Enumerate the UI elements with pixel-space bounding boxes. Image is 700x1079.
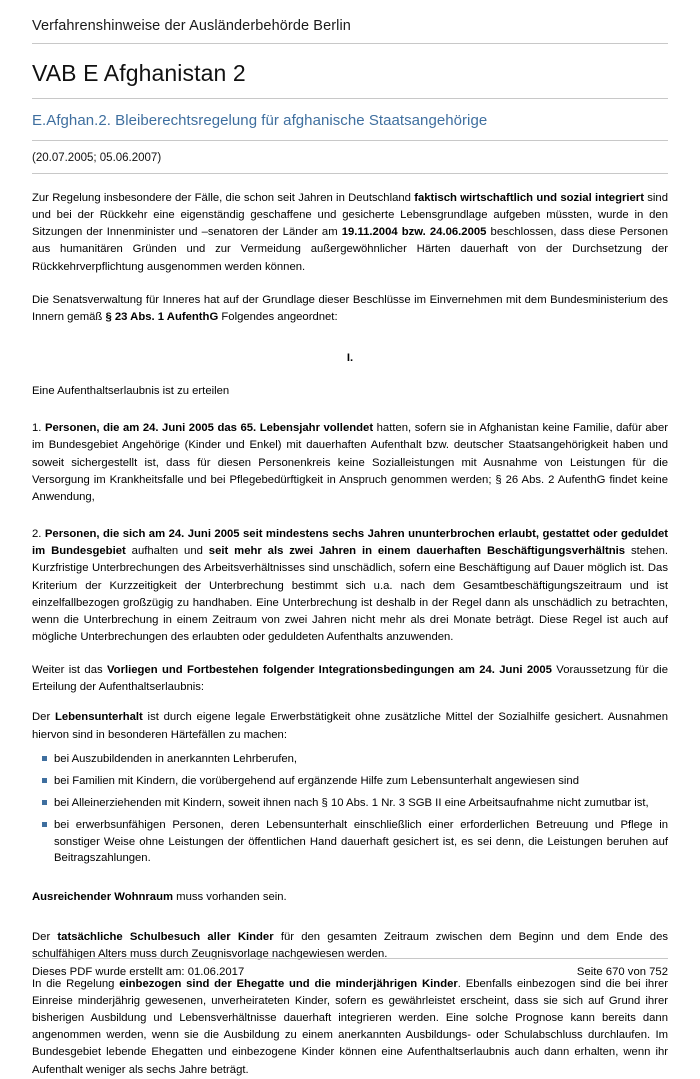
list-item-number: 1. [32, 422, 42, 435]
lead-line: Eine Aufenthaltserlaubnis ist zu erteilen [32, 385, 230, 398]
family-text-2: . Ebenfalls einbezogen sind die bei ihrer Einreise minderjährig gewesenen, unverheirateten Kinder, sofern es gewährleistet erscheint, dass sie sich auf Grund ihrer bisherigen Ausbildung und Lebensverhältnisse dauerhaft integrieren werden. Eine solche Prognose kann bereits dann angenommen werden, wenn sie die Ausbildung zu einem anerkannten Ausbildungs- oder Schulabschluss durchlaufen. Im Bundesgebiet lebende Ehegatten und einbezogene Kinder können eine Aufenthaltserlaubnis auch dann erhalten, wenn ihr Aufenthalt weniger als sechs Jahre beträgt. [32, 977, 668, 1076]
law-reference: § 23 Abs. 1 AufenthG [105, 310, 219, 323]
list-item-label: bei Familien mit Kindern, die vorübergehend auf ergänzende Hilfe zum Lebensunterhalt angewiesen sind [54, 774, 580, 787]
integration-text-1: Weiter ist das [32, 664, 107, 677]
list-item-bold: Personen, die am 24. Juni 2005 das 65. Lebensjahr vollendet [44, 422, 374, 435]
intro-bold-1: faktisch wirtschaftlich und sozial integriert [414, 192, 644, 204]
intro-paragraph [32, 190, 668, 276]
integration-bold: Vorliegen und Fortbestehen folgender Integrationsbedingungen am 24. Juni 2005 [106, 664, 552, 677]
livelihood-text-2: ist durch eigene legale Erwerbstätigkeit ohne zusätzliche Mittel der Sozialhilfe gesichert. Ausnahmen hiervon sind in besonderen Härtefällen zu machen: [32, 711, 668, 741]
intro-text-2: sind und bei der Rückkehr eine eigenständig geschaffene und gesicherte Lebensgrundlage aufgeben müssten, wurde in den Sitzungen der Innenminister und –senatoren der Länder am [32, 192, 668, 239]
section-roman-numeral: I. [346, 352, 354, 365]
list-item-label: bei Auszubildenden in anerkannten Lehrberufen, [54, 752, 298, 765]
hardship-exceptions-list [32, 751, 668, 868]
integration-conditions-paragraph [32, 662, 668, 696]
senate-text-2: Folgendes angeordnet: [218, 310, 338, 323]
housing-bold: Ausreichender Wohnraum [32, 891, 174, 904]
list-item [32, 817, 668, 868]
family-bold: einbezogen sind der Ehegatte und die minderjährigen Kinder [119, 977, 458, 990]
list-item [32, 773, 668, 790]
intro-text-3: beschlossen, dass diese Personen aus humanitären Gründen und zur Vermeidung außergewöhnlicher Härten dauerhaft von der Durchsetzung der Rückkehrverpflichtung ausgenommen werden können. [32, 226, 668, 273]
school-bold: tatsächliche Schulbesuch aller Kinder [57, 930, 274, 943]
square-bullet-icon [42, 756, 47, 761]
intro-text-1: Zur Regelung insbesondere der Fälle, die schon seit Jahren in Deutschland [32, 192, 415, 204]
list-item [32, 795, 668, 812]
page-title: VAB E Afghanistan 2 [32, 44, 668, 99]
list-item [32, 751, 668, 768]
list-item [32, 420, 668, 506]
family-text-1: In die Regelung [32, 977, 120, 990]
livelihood-bold: Lebensunterhalt [54, 711, 143, 724]
livelihood-paragraph [32, 709, 668, 743]
list-item-text: hatten, sofern sie in Afghanistan keine Familie, dafür aber im Bundesgebiet Angehörige (Kinder und Enkel) mit dauerhaften Aufenthalt bzw. deutscher Staatsangehörigkeit haben und soweit sichergestellt ist, dass für diesen Personenkreis keine Sozialleistungen mit Ausnahme von Leistungen für die Versorgung im Krankheitsfalle und bei Pflegebedürftigkeit in Anspruch genommen werden; § 26 Abs. 2 AufenthG findet keine Anwendung, [32, 422, 668, 503]
livelihood-text-1: Der [32, 711, 55, 724]
square-bullet-icon [42, 800, 47, 805]
document-dates: (20.07.2005; 05.06.2007) [32, 141, 668, 174]
list-item-text-2: stehen. Kurzfristige Unterbrechungen des Arbeitsverhältnisses sind unschädlich, sofern eine Beschäftigung auf Dauer möglich ist. Das Kriterium der Kurzzeitigkeit der Unterbrechung bestimmt sich u.a. nach dem Gesamtbeschäftigungszeitraum und ist einzelfallbezogen großzügig zu handhaben. Eine Unterbrechung ist deshalb in der Regel dann als unschädlich zu betrachten, wenn die Unterbrechung in einem Zeitraum von zwei Jahren nicht mehr als drei Monate beträgt. Diese Regel ist auch auf mögliche Unterbrechungen des erlaubten oder geduldeten Aufenthalts anzuwenden. [32, 545, 669, 643]
list-item-label: bei erwerbsunfähigen Personen, deren Lebensunterhalt einschließlich einer erforderlichen Betreuung und Pflege in sonstiger Weise ohne Leistungen der öffentlichen Hand dauerhaft gesichert ist, es sei denn, die Leistungen beruhen auf Beitragszahlungen. [54, 818, 668, 865]
senate-text-1: Die Senatsverwaltung für Inneres hat auf der Grundlage dieser Beschlüsse im Einvernehmen mit dem Bundesministerium des Innern gemäß [32, 293, 668, 323]
list-item-bold: Personen, die sich am 24. Juni 2005 seit mindestens sechs Jahren ununterbrochen erlaubt, gestattet oder geduldet im Bundesgebiet [32, 528, 669, 558]
family-inclusion-paragraph [32, 976, 668, 1079]
school-text-2: für den gesamten Zeitraum zwischen dem Beginn und dem Ende des schulfähigen Alters muss durch Zeugnisvorlage nachgewiesen werden. [32, 930, 669, 960]
footer-page-number: Seite 670 von 752 [576, 966, 668, 978]
list-item-number: 2. [32, 528, 42, 541]
housing-paragraph [32, 889, 668, 906]
list-item-bold-2: seit mehr als zwei Jahren in einem dauerhaften Beschäftigungsverhältnis [208, 545, 626, 558]
square-bullet-icon [42, 822, 47, 827]
square-bullet-icon [42, 778, 47, 783]
authority-header: Verfahrenshinweise der Ausländerbehörde Berlin [32, 18, 668, 44]
housing-text: muss vorhanden sein. [173, 891, 287, 904]
footer-created-date: Dieses PDF wurde erstellt am: 01.06.2017 [32, 966, 245, 978]
school-text-1: Der [32, 930, 58, 943]
intro-bold-2: 19.11.2004 bzw. 24.06.2005 [341, 226, 487, 239]
page-footer [32, 958, 668, 978]
list-item-text-1: aufhalten und [125, 545, 209, 558]
document-subtitle: E.Afghan.2. Bleiberechtsregelung für afghanische Staatsangehörige [32, 99, 668, 141]
list-item-label: bei Alleinerziehenden mit Kindern, soweit ihnen nach § 10 Abs. 1 Nr. 3 SGB II eine Arbeitsaufnahme nicht zumutbar ist, [54, 796, 649, 809]
senate-paragraph [32, 292, 668, 326]
list-item [32, 526, 668, 646]
integration-text-2: Voraussetzung für die Erteilung der Aufenthaltserlaubnis: [32, 664, 668, 694]
